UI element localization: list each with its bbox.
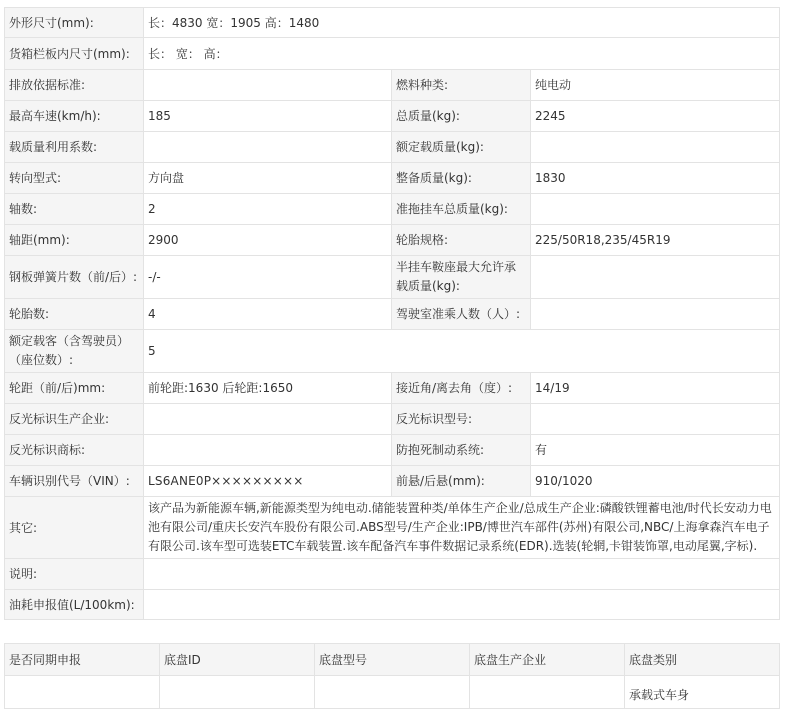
spec-value [144, 404, 392, 435]
spec-row [5, 132, 780, 163]
seats-value: 5 [144, 330, 780, 373]
spec-row-cargo-box [5, 38, 780, 70]
spec-label: 反光标识生产企业: [5, 404, 144, 435]
fuel-value [144, 590, 780, 620]
spec-value [531, 299, 780, 330]
chassis-header: 底盘ID [160, 644, 315, 676]
fuel-label: 油耗申报值(L/100km): [5, 590, 144, 620]
spec-row [5, 404, 780, 435]
seats-label: 额定载客（含驾驶员）（座位数）: [5, 330, 144, 373]
spec-value: 14/19 [531, 373, 780, 404]
vin-value: LS6ANE0P××××××××× [144, 466, 392, 497]
spec-value [531, 132, 780, 163]
chassis-cell [315, 676, 470, 709]
chassis-cell [470, 676, 625, 709]
spec-value: 185 [144, 101, 392, 132]
spec-value: 前轮距:1630 后轮距:1650 [144, 373, 392, 404]
spec-row [5, 163, 780, 194]
spec-value [531, 194, 780, 225]
spec-row [5, 373, 780, 404]
spec-row-dimensions [5, 8, 780, 38]
other-label: 其它: [5, 497, 144, 559]
spec-label: 整备质量(kg): [392, 163, 531, 194]
spec-row-other [5, 497, 780, 559]
spec-value: 1830 [531, 163, 780, 194]
spec-label: 防抱死制动系统: [392, 435, 531, 466]
spec-label: 最高车速(km/h): [5, 101, 144, 132]
spec-label: 轮胎规格: [392, 225, 531, 256]
chassis-header: 是否同期申报 [5, 644, 160, 676]
spec-row [5, 194, 780, 225]
spec-row-fuel [5, 590, 780, 620]
spec-label: 前悬/后悬(mm): [392, 466, 531, 497]
spec-row [5, 299, 780, 330]
spec-value: 有 [531, 435, 780, 466]
spec-value [144, 70, 392, 101]
spec-row [5, 466, 780, 497]
spec-label: 额定载质量(kg): [392, 132, 531, 163]
spec-row [5, 101, 780, 132]
spec-row [5, 256, 780, 299]
vehicle-spec-table [4, 7, 780, 620]
dimensions-value: 长：4830 宽：1905 高：1480 [144, 8, 780, 38]
chassis-table [4, 643, 780, 709]
spec-value: 225/50R18,235/45R19 [531, 225, 780, 256]
spec-row-seats [5, 330, 780, 373]
dimensions-label: 外形尺寸(mm): [5, 8, 144, 38]
spec-label: 车辆识别代号（VIN）: [5, 466, 144, 497]
spec-value: 2 [144, 194, 392, 225]
spec-row [5, 70, 780, 101]
chassis-header: 底盘生产企业 [470, 644, 625, 676]
chassis-cell: 承载式车身 [625, 676, 780, 709]
spec-label: 燃料种类: [392, 70, 531, 101]
spec-value: 2245 [531, 101, 780, 132]
cargo-box-label: 货箱栏板内尺寸(mm): [5, 38, 144, 70]
cargo-box-value: 长： 宽： 高： [144, 38, 780, 70]
spec-label: 半挂车鞍座最大允许承载质量(kg): [392, 256, 531, 299]
spec-label: 反光标识型号: [392, 404, 531, 435]
spec-value [531, 256, 780, 299]
spec-value: 方向盘 [144, 163, 392, 194]
spec-label: 轴数: [5, 194, 144, 225]
spec-label: 反光标识商标: [5, 435, 144, 466]
spec-row [5, 435, 780, 466]
spec-label: 轮距（前/后)mm: [5, 373, 144, 404]
spec-label: 钢板弹簧片数（前/后）: [5, 256, 144, 299]
chassis-cell [160, 676, 315, 709]
spec-label: 准拖挂车总质量(kg): [392, 194, 531, 225]
other-value: 该产品为新能源车辆,新能源类型为纯电动.储能装置种类/单体生产企业/总成生产企业:磷酸铁锂蓄电池/时代长安动力电池有限公司/重庆长安汽车股份有限公司.ABS型号/生产企业:IPB/博世汽车部件(苏州)有限公司,NBC/上海拿森汽车电子有限公司.该车型可选装ETC车载装置.该车配备汽车事件数据记录系统(EDR).选装(轮辋,卡钳装饰罩,电动尾翼,字标). [144, 497, 780, 559]
spec-value [144, 132, 392, 163]
note-value [144, 559, 780, 590]
spec-value: 纯电动 [531, 70, 780, 101]
chassis-cell [5, 676, 160, 709]
note-label: 说明: [5, 559, 144, 590]
spec-value: 4 [144, 299, 392, 330]
spec-label: 总质量(kg): [392, 101, 531, 132]
spec-label: 轮胎数: [5, 299, 144, 330]
spec-label: 驾驶室准乘人数（人）: [392, 299, 531, 330]
spec-row-note [5, 559, 780, 590]
spec-value: 2900 [144, 225, 392, 256]
spec-value [531, 404, 780, 435]
spec-label: 载质量利用系数: [5, 132, 144, 163]
spec-label: 排放依据标准: [5, 70, 144, 101]
spec-value: -/- [144, 256, 392, 299]
spec-label: 轴距(mm): [5, 225, 144, 256]
spec-label: 接近角/离去角（度）: [392, 373, 531, 404]
chassis-header: 底盘类别 [625, 644, 780, 676]
chassis-header-row [5, 644, 780, 676]
spec-label: 转向型式: [5, 163, 144, 194]
spec-value [144, 435, 392, 466]
spec-row [5, 225, 780, 256]
chassis-row [5, 676, 780, 709]
spec-value: 910/1020 [531, 466, 780, 497]
chassis-header: 底盘型号 [315, 644, 470, 676]
